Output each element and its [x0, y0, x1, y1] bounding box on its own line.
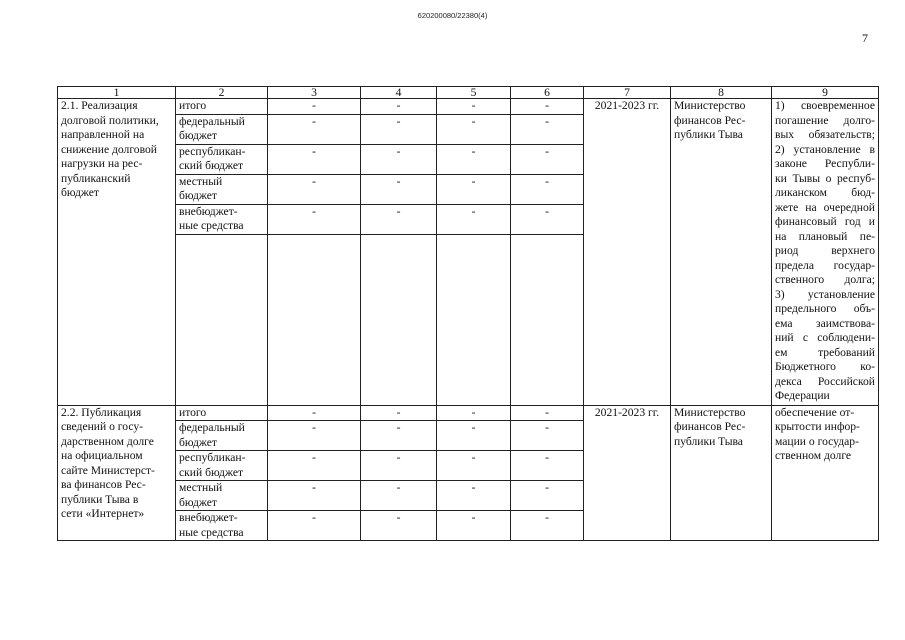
empty-cell	[511, 234, 584, 405]
amount-cell: -	[511, 204, 584, 234]
amount-cell: -	[511, 405, 584, 421]
amount-cell: -	[361, 144, 437, 174]
page-number: 7	[862, 31, 868, 45]
column-number: 2	[176, 87, 268, 99]
period-cell: 2021-2023 гг.	[584, 99, 671, 406]
amount-cell: -	[511, 451, 584, 481]
column-number: 7	[584, 87, 671, 99]
amount-cell: -	[511, 99, 584, 115]
column-number: 6	[511, 87, 584, 99]
amount-cell: -	[437, 451, 511, 481]
funding-source: внебюджет- ные средства	[176, 511, 268, 541]
column-number: 3	[268, 87, 361, 99]
amount-cell: -	[437, 481, 511, 511]
column-number: 8	[671, 87, 772, 99]
funding-source: местный бюджет	[176, 174, 268, 204]
funding-source: республикан- ский бюджет	[176, 144, 268, 174]
amount-cell: -	[361, 114, 437, 144]
amount-cell: -	[361, 511, 437, 541]
measure-name: 2.2. Публикация сведений о госу- дарственном долге на официальном сайте Министерст- ва финансов Рес- публики Тыва в сети «Интернет»	[58, 405, 176, 541]
amount-cell: -	[268, 144, 361, 174]
amount-cell: -	[268, 481, 361, 511]
amount-cell: -	[268, 421, 361, 451]
amount-cell: -	[511, 174, 584, 204]
amount-cell: -	[361, 174, 437, 204]
amount-cell: -	[511, 114, 584, 144]
amount-cell: -	[268, 174, 361, 204]
amount-cell: -	[511, 421, 584, 451]
amount-cell: -	[511, 511, 584, 541]
result-cell: 1) своевременное погашение долго- вых обязательств; 2) установление в законе Республи- ки Тывы о респуб- ликанском бюд- жете на очередной финансовый год и на плановый пе- риод верхнего предела государ- ственного долга; 3) установление предельного объ- ема заимствова- ний с соблюдени- ем требований Бюджетного ко- декса Российской Федерации	[772, 99, 879, 406]
amount-cell: -	[361, 481, 437, 511]
amount-cell: -	[437, 204, 511, 234]
executor-cell: Министерство финансов Рес- публики Тыва	[671, 405, 772, 541]
empty-cell	[268, 234, 361, 405]
column-number-row	[58, 87, 879, 99]
amount-cell: -	[437, 144, 511, 174]
amount-cell: -	[268, 114, 361, 144]
period-cell: 2021-2023 гг.	[584, 405, 671, 541]
table-row	[58, 405, 879, 421]
amount-cell: -	[511, 481, 584, 511]
amount-cell: -	[268, 451, 361, 481]
funding-source: республикан- ский бюджет	[176, 451, 268, 481]
empty-cell	[437, 234, 511, 405]
amount-cell: -	[361, 204, 437, 234]
amount-cell: -	[437, 174, 511, 204]
funding-source: федеральный бюджет	[176, 114, 268, 144]
amount-cell: -	[437, 511, 511, 541]
amount-cell: -	[361, 405, 437, 421]
funding-source: итого	[176, 405, 268, 421]
funding-source: внебюджет- ные средства	[176, 204, 268, 234]
funding-source: итого	[176, 99, 268, 115]
amount-cell: -	[437, 99, 511, 115]
amount-cell: -	[268, 511, 361, 541]
amount-cell: -	[268, 405, 361, 421]
document-code: 620200080/22380(4)	[417, 11, 488, 20]
column-number: 1	[58, 87, 176, 99]
amount-cell: -	[361, 99, 437, 115]
funding-source: федеральный бюджет	[176, 421, 268, 451]
amount-cell: -	[437, 421, 511, 451]
empty-cell	[361, 234, 437, 405]
column-number: 9	[772, 87, 879, 99]
amount-cell: -	[361, 421, 437, 451]
result-cell: обеспечение от- крытости инфор- мации о государ- ственном долге	[772, 405, 879, 541]
empty-cell	[176, 234, 268, 405]
column-number: 4	[361, 87, 437, 99]
amount-cell: -	[268, 99, 361, 115]
table-row	[58, 99, 879, 115]
measures-table	[57, 86, 879, 541]
amount-cell: -	[437, 405, 511, 421]
funding-source: местный бюджет	[176, 481, 268, 511]
amount-cell: -	[511, 144, 584, 174]
amount-cell: -	[268, 204, 361, 234]
executor-cell: Министерство финансов Рес- публики Тыва	[671, 99, 772, 406]
amount-cell: -	[361, 451, 437, 481]
measure-name: 2.1. Реализация долговой политики, направленной на снижение долговой нагрузки на рес- публиканский бюджет	[58, 99, 176, 406]
amount-cell: -	[437, 114, 511, 144]
column-number: 5	[437, 87, 511, 99]
